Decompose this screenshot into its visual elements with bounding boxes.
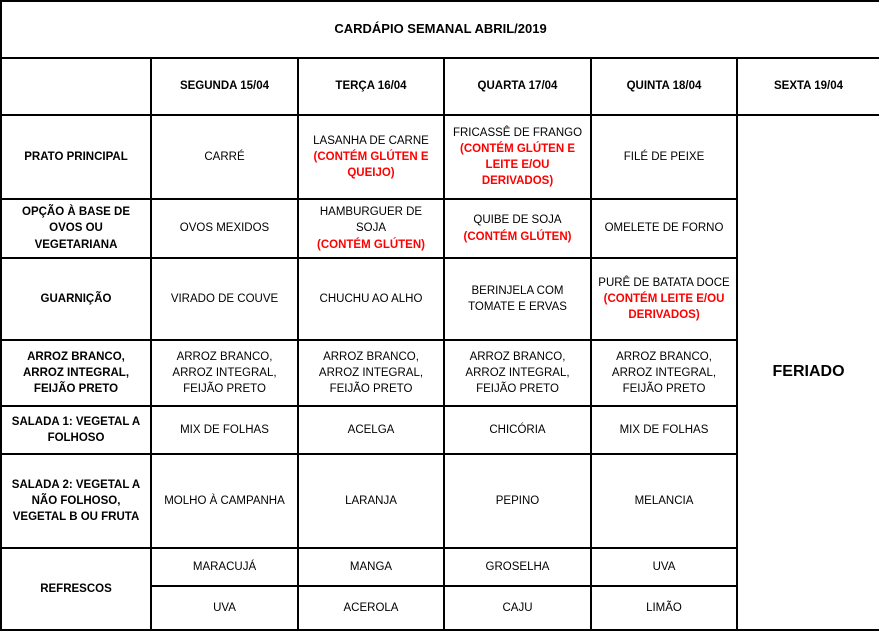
menu-cell-arroz-terca [298, 340, 444, 406]
menu-cell-salada2-quarta [444, 454, 591, 548]
dish-name: UVA [213, 601, 236, 614]
row-label-opcao-ovos-vegetariana: OPÇÃO À BASE DE OVOS OU VEGETARIANA [1, 199, 151, 258]
dish-name: LARANJA [345, 494, 397, 507]
header-empty-cell [1, 58, 151, 115]
page-title: CARDÁPIO SEMANAL ABRIL/2019 [1, 1, 879, 58]
dish-name: OVOS MEXIDOS [179, 222, 270, 235]
menu-cell-refresco2-quarta [444, 586, 591, 630]
menu-cell-arroz-quinta [591, 340, 737, 406]
menu-cell-refresco2-quinta [591, 586, 737, 630]
header-row [1, 58, 879, 115]
dish-name: GROSELHA [485, 560, 550, 573]
dish-name: ACEROLA [343, 601, 399, 614]
menu-cell-arroz-segunda [151, 340, 298, 406]
header-sexta: SEXTA 19/04 [737, 58, 879, 115]
menu-cell-salada2-quinta [591, 454, 737, 548]
menu-cell-salada1-segunda [151, 406, 298, 454]
row-label-guarnicao: GUARNIÇÃO [1, 258, 151, 340]
allergen-note: (CONTÉM GLÚTEN) [317, 238, 425, 251]
menu-cell-prato-terca [298, 115, 444, 199]
header-segunda: SEGUNDA 15/04 [151, 58, 298, 115]
menu-cell-refresco1-terca [298, 548, 444, 586]
dish-name: CAJU [502, 601, 533, 614]
row-label-arroz-feijao: ARROZ BRANCO, ARROZ INTEGRAL, FEIJÃO PRETO [1, 340, 151, 406]
dish-name: MARACUJÁ [192, 560, 257, 573]
allergen-note: (CONTÉM GLÚTEN E QUEIJO) [313, 150, 429, 180]
row-label-refrescos: REFRESCOS [1, 548, 151, 630]
row-label-salada-1: SALADA 1: VEGETAL A FOLHOSO [1, 406, 151, 454]
dish-name: ARROZ BRANCO, ARROZ INTEGRAL, FEIJÃO PRETO [318, 350, 424, 396]
title-row [1, 1, 879, 58]
menu-cell-prato-quinta [591, 115, 737, 199]
dish-name: HAMBURGUER DE SOJA [319, 206, 423, 235]
holiday-cell: FERIADO [737, 115, 879, 630]
row-label-prato-principal: PRATO PRINCIPAL [1, 115, 151, 199]
dish-name: ARROZ BRANCO, ARROZ INTEGRAL, FEIJÃO PRETO [611, 350, 717, 396]
dish-name: CHUCHU AO ALHO [319, 292, 423, 305]
dish-name: ARROZ BRANCO, ARROZ INTEGRAL, FEIJÃO PRETO [172, 350, 277, 396]
menu-cell-prato-segunda [151, 115, 298, 199]
menu-cell-opcao-terca [298, 199, 444, 258]
menu-cell-opcao-quarta [444, 199, 591, 258]
row-label-salada-2: SALADA 2: VEGETAL A NÃO FOLHOSO, VEGETAL B OU FRUTA [1, 454, 151, 548]
dish-name: MANGA [349, 560, 393, 573]
menu-cell-salada2-terca [298, 454, 444, 548]
dish-name: OMELETE DE FORNO [604, 222, 724, 235]
dish-name: ARROZ BRANCO, ARROZ INTEGRAL, FEIJÃO PRETO [465, 350, 570, 396]
menu-cell-prato-quarta [444, 115, 591, 199]
header-quarta: QUARTA 17/04 [444, 58, 591, 115]
header-quinta: QUINTA 18/04 [591, 58, 737, 115]
allergen-note: (CONTÉM GLÚTEN E LEITE E/OU DERIVADOS) [460, 142, 575, 188]
menu-cell-opcao-segunda [151, 199, 298, 258]
dish-name: FILÉ DE PEIXE [623, 150, 705, 163]
menu-cell-refresco1-segunda [151, 548, 298, 586]
menu-cell-arroz-quarta [444, 340, 591, 406]
menu-cell-salada1-quarta [444, 406, 591, 454]
menu-cell-refresco2-terca [298, 586, 444, 630]
dish-name: CHICÓRIA [489, 423, 546, 436]
menu-cell-refresco1-quarta [444, 548, 591, 586]
dish-name: LIMÃO [646, 601, 682, 614]
dish-name: UVA [652, 560, 676, 573]
menu-cell-opcao-quinta [591, 199, 737, 258]
dish-name: PURÊ DE BATATA DOCE [598, 276, 730, 289]
dish-name: VIRADO DE COUVE [170, 292, 279, 305]
dish-name: MELANCIA [634, 494, 694, 507]
dish-name: ACELGA [347, 423, 395, 436]
dish-name: QUIBE DE SOJA [473, 214, 562, 227]
allergen-note: (CONTÉM GLÚTEN) [463, 230, 572, 243]
menu-cell-salada1-quinta [591, 406, 737, 454]
dish-name: MIX DE FOLHAS [619, 423, 709, 436]
dish-name: FRICASSÊ DE FRANGO [452, 126, 583, 139]
row-prato-principal [1, 115, 879, 199]
menu-cell-salada1-terca [298, 406, 444, 454]
dish-name: MOLHO À CAMPANHA [164, 494, 285, 507]
dish-name: BERINJELA COM TOMATE E ERVAS [468, 284, 567, 313]
dish-name: CARRÉ [204, 150, 245, 163]
dish-name: PEPINO [495, 494, 540, 507]
menu-cell-refresco2-segunda [151, 586, 298, 630]
menu-cell-salada2-segunda [151, 454, 298, 548]
menu-cell-refresco1-quinta [591, 548, 737, 586]
menu-cell-guarnicao-terca [298, 258, 444, 340]
allergen-note: (CONTÉM LEITE E/OU DERIVADOS) [603, 292, 725, 322]
dish-name: LASANHA DE CARNE [313, 134, 429, 147]
menu-cell-guarnicao-quinta [591, 258, 737, 340]
dish-name: MIX DE FOLHAS [180, 423, 269, 436]
menu-cell-guarnicao-quarta [444, 258, 591, 340]
header-terca: TERÇA 16/04 [298, 58, 444, 115]
menu-cell-guarnicao-segunda [151, 258, 298, 340]
